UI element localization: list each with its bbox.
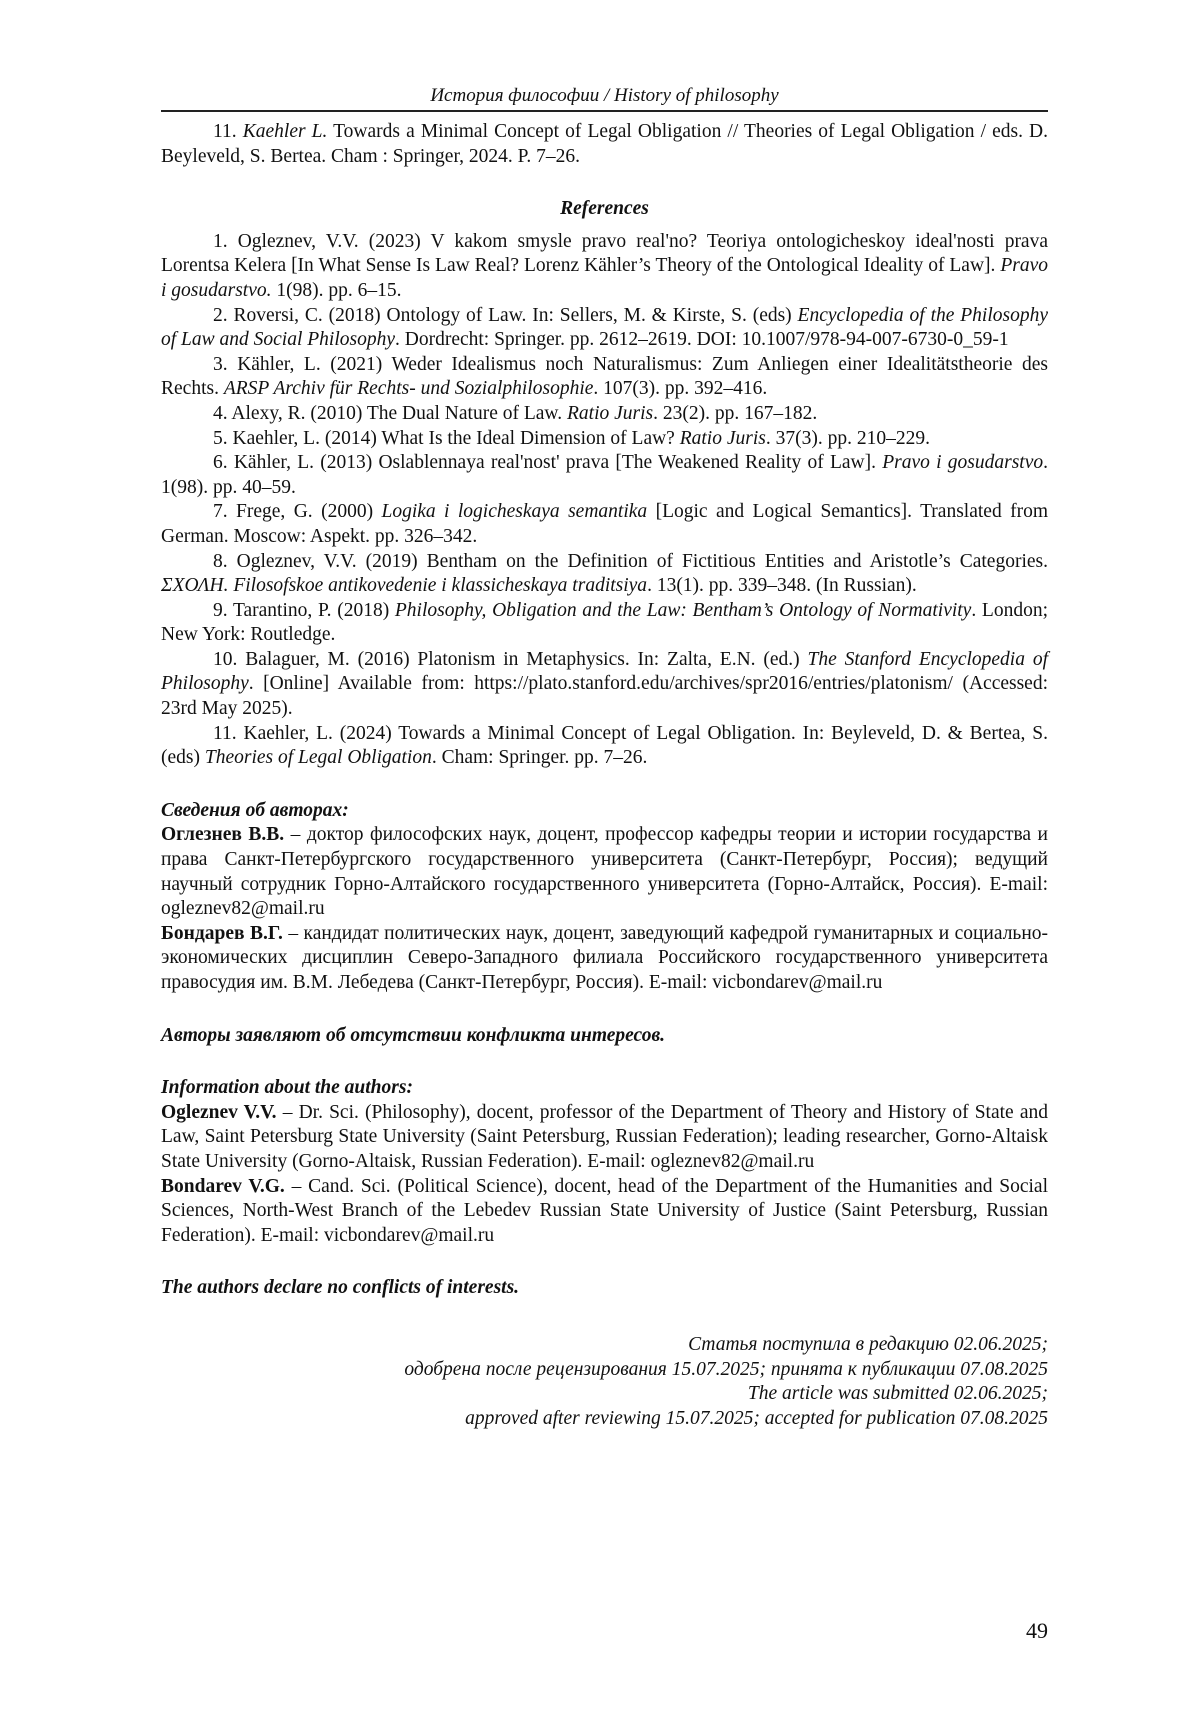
reference-item: 5. Kaehler, L. (2014) What Is the Ideal Dimension of Law? Ratio Juris. 37(3). pp. 210–229. [213,427,930,449]
running-head: История философии / History of philosophy [161,84,1048,112]
author-name: Ogleznev V.V. [161,1101,277,1123]
author-entry [161,922,1048,996]
conflict-statement-en: The authors declare no conflicts of interests. [161,1277,520,1299]
date-line: Статья поступила в редакцию 02.06.2025; [688,1333,1048,1355]
top-reference-text: Towards a Minimal Concept of Legal Obligation // Theories of Legal Obligation / eds. D. Beyleveld, S. Bertea. Cham : Springer, 2024. P. 7–26. [161,121,1049,167]
reference-item: 3. Kähler, L. (2021) Weder Idealismus noch Naturalismus: Zum Anliegen einer Idealitätstheorie des Rechts. ARSP Archiv für Rechts- und Sozialphilosophie. 107(3). pp. 392–416. [161,353,1048,400]
author-name: Оглезнев В.В. [161,824,285,846]
top-reference [161,120,1048,169]
author-name: Бондарев В.Г. [161,922,283,944]
authors-en-heading: Information about the authors: [161,1077,413,1099]
reference-item: 9. Tarantino, P. (2018) Philosophy, Obligation and the Law: Bentham’s Ontology of Normativity. London; New York: Routledge. [161,599,1048,646]
top-reference-author: Kaehler L. [242,121,328,142]
date-line: approved after reviewing 15.07.2025; accepted for publication 07.08.2025 [465,1407,1048,1429]
references-list [161,230,1048,771]
author-name: Bondarev V.G. [161,1175,285,1197]
reference-item: 1. Ogleznev, V.V. (2023) V kakom smysle pravo real'no? Teoriya ontologicheskoy ideal'nosti prava Lorentsa Kelera [In What Sense Is Law Real? Lorenz Kähler’s Theory of the Ontological Ideality of Law]. Pravo i gosudarstvo. 1(98). pp. 6–15. [161,230,1048,301]
conflict-statement-ru: Авторы заявляют об отсутствии конфликта интересов. [161,1024,666,1046]
author-entry [161,823,1048,921]
reference-item: 7. Frege, G. (2000) Logika i logicheskaya semantika [Logic and Logical Semantics]. Translated from German. Moscow: Aspekt. pp. 326–342. [161,501,1049,547]
reference-item: 11. Kaehler, L. (2024) Towards a Minimal Concept of Legal Obligation. In: Beyleveld, D. & Bertea, S. (eds) Theories of Legal Obligation. Cham: Springer. pp. 7–26. [161,722,1048,769]
author-entry [161,1175,1048,1249]
page-number: 49 [1026,1618,1048,1643]
page-body [161,84,1048,1431]
authors-en-section [161,1076,1048,1248]
references-title: References [560,198,649,220]
date-line: одобрена после рецензирования 15.07.2025; принята к публикации 07.08.2025 [404,1358,1048,1380]
author-details: – кандидат политических наук, доцент, заведующий кафедрой гуманитарных и социально-экономических дисциплин Северо-Западного филиала Российского государственного университета правосудия им. В.М. Лебедева (Санкт-Петербург, Россия). E-mail: vicbondarev@mail.ru [161,922,1048,993]
reference-item: 8. Ogleznev, V.V. (2019) Bentham on the Definition of Fictitious Entities and Aristotle’s Categories. ΣΧΟΛΗ. Filosofskoe antikovedenie i klassicheskaya traditsiya. 13(1). pp. 339–348. (In Russian). [161,550,1048,597]
author-details: – доктор философских наук, доцент, профессор кафедры теории и истории государства и права Санкт-Петербургского государственного университета (Санкт-Петербург, Россия); ведущий научный сотрудник Горно-Алтайского государственного университета (Горно-Алтайск, Россия). E-mail: ogleznev82@mail.ru [161,824,1048,920]
date-line: The article was submitted 02.06.2025; [747,1383,1048,1405]
author-details: – Dr. Sci. (Philosophy), docent, professor of the Department of Theory and History of State and Law, Saint Petersburg State University (Saint Petersburg, Russian Federation); leading researcher, Gorno-Altaisk State University (Gorno-Altaisk, Russian Federation). E-mail: ogleznev82@mail.ru [161,1101,1048,1172]
reference-item: 2. Roversi, C. (2018) Ontology of Law. In: Sellers, M. & Kirste, S. (eds) Encyclopedia of the Philosophy of Law and Social Philosophy. Dordrecht: Springer. pp. 2612–2619. DOI: 10.1007/978-94-007-6730-0_59-1 [161,304,1048,351]
author-entry [161,1101,1048,1175]
authors-ru-heading: Сведения об авторах: [161,799,349,821]
author-details: – Cand. Sci. (Political Science), docent, head of the Department of the Humanities and Social Sciences, North-West Branch of the Lebedev Russian State University of Justice (Saint Petersburg, Russian Federation). E-mail: vicbondarev@mail.ru [161,1175,1048,1246]
reference-item: 6. Kähler, L. (2013) Oslablennaya real'nost' prava [The Weakened Reality of Law]. Pravo i gosudarstvo. 1(98). pp. 40–59. [161,452,1048,498]
top-reference-num: 11. [213,121,237,142]
publication-dates [161,1333,1048,1431]
reference-item: 4. Alexy, R. (2010) The Dual Nature of Law. Ratio Juris. 23(2). pp. 167–182. [213,402,818,424]
reference-item: 10. Balaguer, M. (2016) Platonism in Metaphysics. In: Zalta, E.N. (ed.) The Stanford Encyclopedia of Philosophy. [Online] Available from: https://plato.stanford.edu/archives/spr2016/entries/platonism/ (Accessed: 23rd May 2025). [161,648,1048,720]
authors-ru-section [161,799,1048,996]
